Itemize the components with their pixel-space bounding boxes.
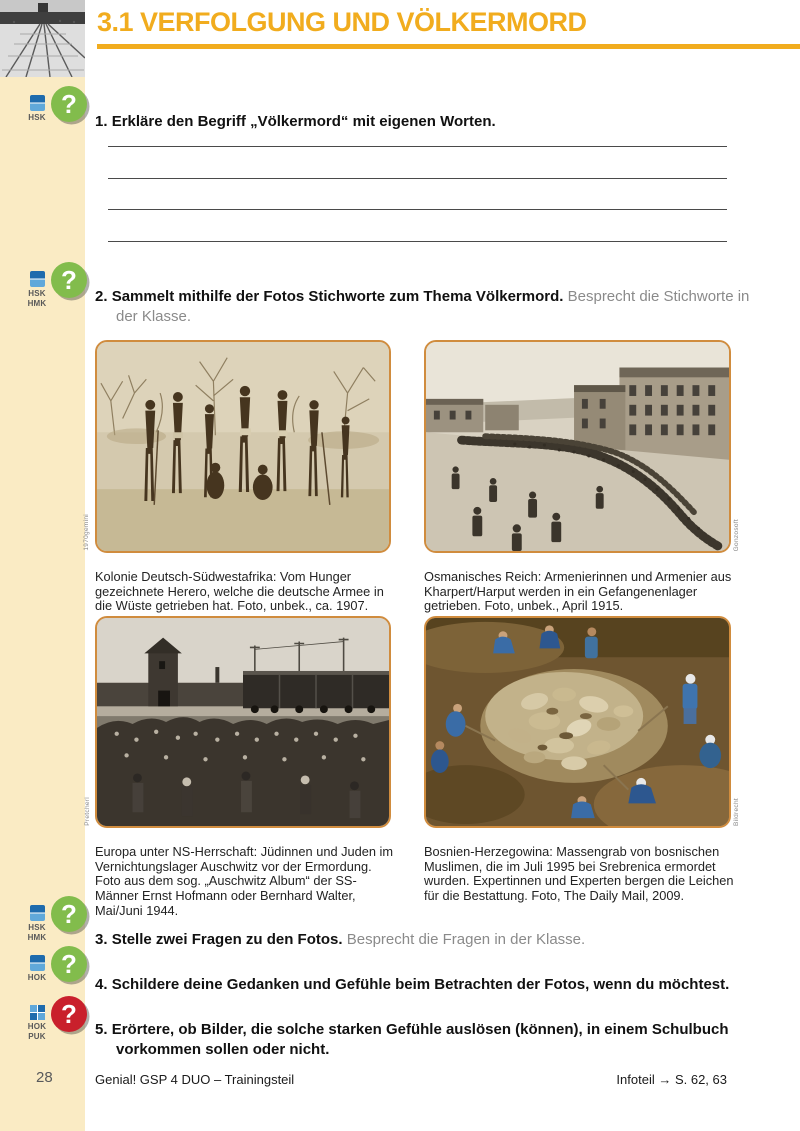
grid-competence-icon xyxy=(30,1005,45,1020)
task-instruction: Schildere deine Gedanken und Gefühle beim Betrachten der Fotos, wenn du möchtest. xyxy=(111,976,730,993)
task-2-text xyxy=(95,287,771,327)
photo-credit: Gonzosoft xyxy=(733,518,740,551)
task-4-text xyxy=(95,975,771,995)
photo-caption: Bosnien-Herzegowina: Massengrab von bosnischen Muslimen, die im Juli 1995 bei Srebrenica ermordet wurden. Expertinnen und Experten bergen die Leichen für die Bestattung. Foto, The Daily Mail, 2009. xyxy=(424,843,734,904)
competence-icon-column xyxy=(24,1005,50,1041)
competence-label: HSK xyxy=(28,289,46,298)
photo-caption: Kolonie Deutsch-Südwestafrika: Vom Hunger gezeichnete Herero, welche die deutsche Armee in die Wüste getrieben hat. Foto, unbek., ca. 1907. xyxy=(95,568,384,614)
header-photo xyxy=(0,0,85,77)
photo-armenian-deportation xyxy=(424,340,731,553)
question-mark-badge xyxy=(51,262,87,298)
question-mark-badge xyxy=(51,946,87,982)
task-instruction: Stelle zwei Fragen zu den Fotos. xyxy=(111,931,343,948)
question-mark-glyph: ? xyxy=(61,948,77,979)
deportation-photo-illustration xyxy=(426,342,729,551)
competence-icon-column xyxy=(24,905,50,942)
competence-label: HOK xyxy=(27,973,47,982)
title-underline xyxy=(97,44,800,49)
task-number: 5. xyxy=(95,1021,108,1038)
task-5-text xyxy=(95,1020,771,1060)
task-number: 2. xyxy=(95,288,108,305)
photo-srebrenica xyxy=(424,616,731,828)
question-mark-badge xyxy=(51,896,87,932)
task5-competence-badge xyxy=(0,996,92,1052)
book-competence-icon xyxy=(30,905,45,921)
photo-caption: Europa unter NS-Herrschaft: Jüdinnen und Juden im Vernichtungslager Auschwitz vor der Ermordung. Foto aus dem sog. „Auschwitz Album“ der SS-Männer Ernst Hofmann oder Bernhard Walter, Mai/Juni 1944. xyxy=(95,843,394,918)
chapter-title: 3.1 VERFOLGUNG UND VÖLKERMORD xyxy=(97,7,587,37)
task4-competence-badge xyxy=(0,946,92,1002)
question-mark-glyph: ? xyxy=(61,264,77,295)
competence-label: HSK xyxy=(28,113,46,122)
competence-label: HMK xyxy=(27,932,47,942)
writing-line xyxy=(108,241,727,242)
railway-photo-illustration xyxy=(0,0,85,77)
book-competence-icon xyxy=(30,271,45,287)
task-number: 1. xyxy=(95,113,108,130)
herero-photo-illustration xyxy=(97,342,389,551)
writing-line xyxy=(108,146,727,147)
task-instruction-secondary: Besprecht die Fragen in der Klasse. xyxy=(346,931,586,948)
task1-competence-badge xyxy=(0,86,92,142)
book-competence-icon xyxy=(30,95,45,111)
task-instruction: Erkläre den Begriff „Völkermord“ mit eigenen Worten. xyxy=(111,113,496,130)
competence-icon-column xyxy=(24,95,50,123)
book-competence-icon xyxy=(30,955,45,971)
auschwitz-photo-illustration xyxy=(97,618,389,826)
photo-caption: Osmanisches Reich: Armenierinnen und Armenier aus Kharpert/Harput werden in ein Gefangenenlager getrieben. Foto, unbek., April 1915. xyxy=(424,568,732,614)
competence-label: HOK xyxy=(27,1022,47,1031)
competence-label: HSK xyxy=(28,923,46,932)
photo-auschwitz xyxy=(95,616,391,828)
task-1-text xyxy=(95,112,771,132)
writing-line xyxy=(108,209,727,210)
writing-line xyxy=(108,178,727,179)
task-instruction-secondary: Besprecht die Stichworte in der Klasse. xyxy=(116,288,750,325)
question-mark-glyph: ? xyxy=(61,998,77,1029)
task-number: 3. xyxy=(95,931,108,948)
page-number: 28 xyxy=(36,1069,53,1086)
footer-book-title: Genial! GSP 4 DUO – Trainingsteil xyxy=(95,1072,295,1087)
task-3-text xyxy=(95,930,771,950)
task2-competence-badge xyxy=(0,262,92,318)
question-mark-glyph: ? xyxy=(61,88,77,119)
competence-label: HMK xyxy=(27,298,47,308)
mass-grave-photo-illustration xyxy=(426,618,729,826)
task3-competence-badge xyxy=(0,896,92,952)
task-number: 4. xyxy=(95,976,108,993)
task-instruction: Sammelt mithilfe der Fotos Stichworte zum Thema Völkermord. xyxy=(111,288,564,305)
competence-icon-column xyxy=(24,271,50,308)
photo-credit: 1970gemini xyxy=(83,514,90,551)
question-mark-glyph: ? xyxy=(61,898,77,929)
footer-info-reference: Infoteil → S. 62, 63 xyxy=(616,1072,727,1087)
photo-herero xyxy=(95,340,391,553)
task-instruction: Erörtere, ob Bilder, die solche starken Gefühle auslösen (können), in einem Schulbuch vorkommen sollen oder nicht. xyxy=(111,1021,729,1058)
photo-credit: Pretcherl xyxy=(84,797,91,826)
question-mark-badge xyxy=(51,86,87,122)
question-mark-badge-red xyxy=(51,996,87,1032)
photo-credit: Bildrecht xyxy=(733,798,740,826)
competence-label: PUK xyxy=(28,1031,46,1041)
competence-icon-column xyxy=(24,955,50,983)
